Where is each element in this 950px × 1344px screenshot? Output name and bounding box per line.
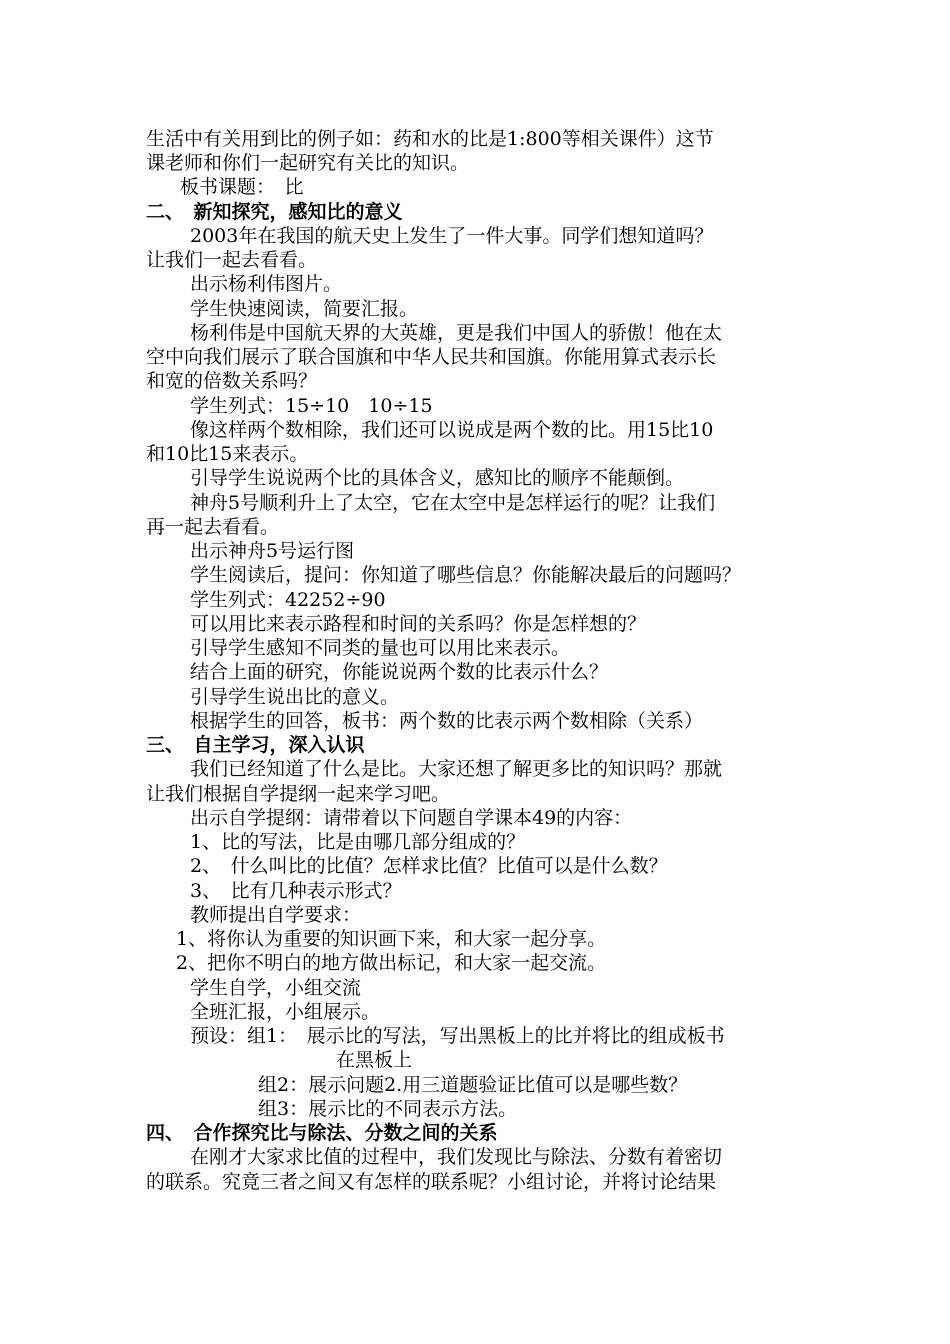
text-line: 神舟5号顺利升上了太空，它在太空中是怎样运行的呢？让我们	[190, 492, 716, 514]
text-line: 在黑板上	[336, 1049, 413, 1071]
text-line: 学生自学，小组交流	[190, 977, 362, 999]
list-item: 2、 什么叫比的比值？怎样求比值？比值可以是什么数？	[190, 855, 668, 877]
text-line: 学生快速阅读，简要汇报。	[190, 298, 419, 320]
text-line: 学生列式：42252÷90	[190, 589, 386, 611]
section-heading: 三、 自主学习，深入认识	[146, 734, 365, 756]
text-line: 全班汇报，小组展示。	[190, 1001, 381, 1023]
text-line: 像这样两个数相除，我们还可以说成是两个数的比。用15比10	[190, 419, 714, 441]
text-line: 组2：展示问题2.用三道题验证比值可以是哪些数？	[258, 1074, 688, 1096]
text-line: 出示杨利伟图片。	[190, 273, 343, 295]
text-line: 的联系。究竟三者之间又有怎样的联系呢？小组讨论，并将讨论结果	[146, 1171, 717, 1193]
text-line: 杨利伟是中国航天界的大英雄，更是我们中国人的骄傲！他在太	[190, 322, 723, 344]
list-item: 2、把你不明白的地方做出标记，和大家一起交流。	[176, 952, 607, 974]
text-line: 让我们根据自学提纲一起来学习吧。	[146, 783, 451, 805]
list-item: 3、 比有几种表示形式？	[190, 880, 402, 902]
text-line: 让我们一起去看看。	[146, 249, 318, 271]
text-line: 预设：组1： 展示比的写法，写出黑板上的比并将比的组成板书	[190, 1025, 725, 1047]
section-heading: 二、 新知探究，感知比的意义	[146, 201, 403, 223]
text-line: 引导学生感知不同类的量也可以用比来表示。	[190, 637, 571, 659]
text-line: 学生列式：15÷10 10÷15	[190, 395, 433, 417]
list-item: 1、将你认为重要的知识画下来，和大家一起分享。	[176, 928, 607, 950]
text-line: 2003年在我国的航天史上发生了一件大事。同学们想知道吗？	[190, 225, 714, 247]
text-line: 空中向我们展示了联合国旗和中华人民共和国旗。你能用算式表示长	[146, 346, 717, 368]
text-line: 引导学生说出比的意义。	[190, 686, 400, 708]
text-line: 出示神舟5号运行图	[190, 540, 355, 562]
text-line: 和宽的倍数关系吗？	[146, 370, 318, 392]
text-line: 学生阅读后，提问：你知道了哪些信息？你能解决最后的问题吗？	[190, 564, 742, 586]
text-line: 出示自学提纲：请带着以下问题自学课本49的内容：	[190, 807, 633, 829]
text-line: 课老师和你们一起研究有关比的知识。	[146, 152, 470, 174]
text-line: 引导学生说说两个比的具体含义，感知比的顺序不能颠倒。	[190, 467, 685, 489]
section-heading: 四、 合作探究比与除法、分数之间的关系	[146, 1122, 498, 1144]
list-item: 1、比的写法，比是由哪几部分组成的？	[190, 831, 526, 853]
text-line: 可以用比来表示路程和时间的关系吗？你是怎样想的？	[190, 613, 647, 635]
text-line: 根据学生的回答，板书：两个数的比表示两个数相除（关系）	[190, 710, 704, 732]
text-line: 我们已经知道了什么是比。大家还想了解更多比的知识吗？那就	[190, 758, 723, 780]
text-line: 教师提出自学要求：	[190, 904, 362, 926]
text-line: 和10比15来表示。	[146, 443, 309, 465]
text-line: 组3：展示比的不同表示方法。	[258, 1098, 518, 1120]
text-line: 在刚才大家求比值的过程中，我们发现比与除法、分数有着密切	[190, 1146, 723, 1168]
text-line: 板书课题： 比	[180, 176, 304, 198]
text-line: 生活中有关用到比的例子如：药和水的比是1:800等相关课件）这节	[146, 128, 714, 150]
text-line: 结合上面的研究，你能说说两个数的比表示什么？	[190, 661, 609, 683]
text-line: 再一起去看看。	[146, 516, 280, 538]
